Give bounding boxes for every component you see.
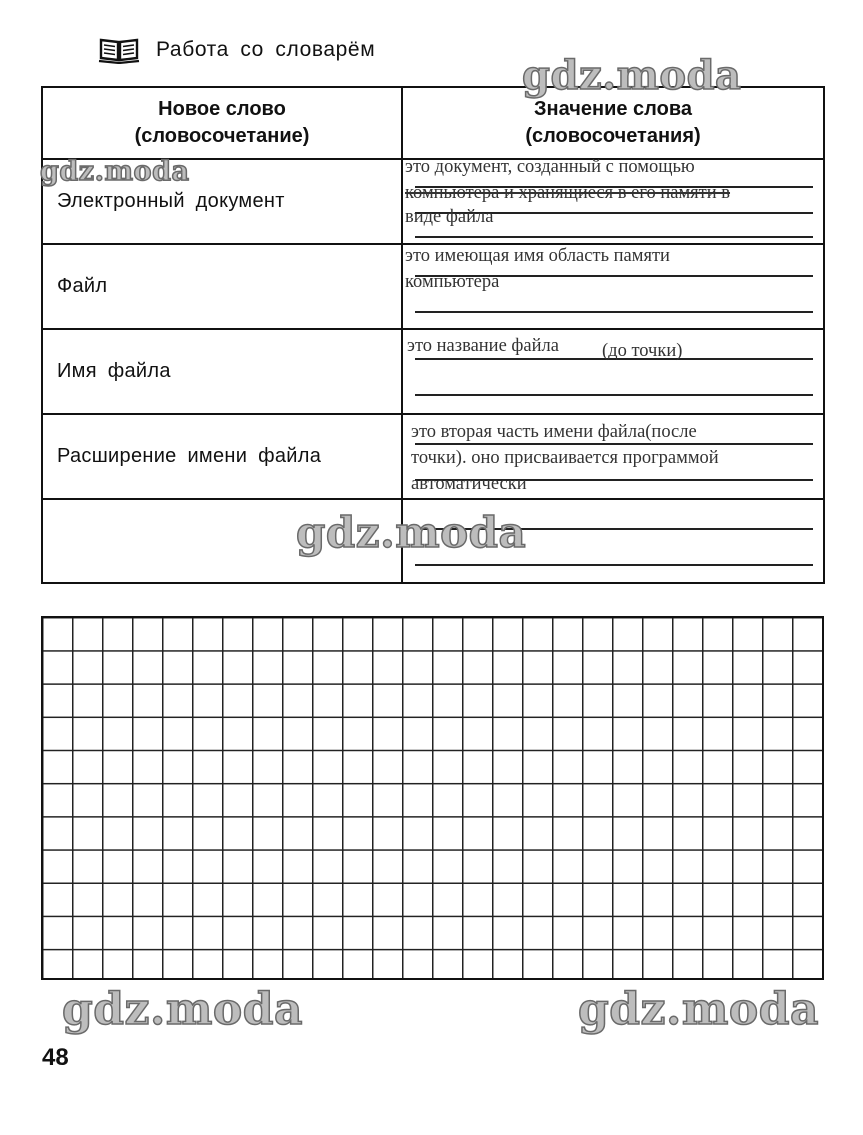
- watermark: gdz.moda: [296, 508, 527, 557]
- definition-line: автоматически: [411, 474, 527, 494]
- header-new-word: [43, 88, 401, 158]
- definition-line: это имеющая имя область памяти: [405, 246, 670, 266]
- section-header: [98, 30, 375, 70]
- definition-line: это документ, созданный с помощью: [405, 157, 695, 177]
- definition-line: компьютера и хранящиеся в его памяти в: [405, 183, 731, 203]
- header-meaning-line2: (словосочетания): [525, 125, 701, 147]
- page-number: 48: [42, 1044, 69, 1071]
- definition-line: точки). оно присваивается программой: [411, 448, 719, 468]
- header-new-word-line1: Новое слово: [158, 98, 286, 120]
- answer-line: [415, 394, 813, 396]
- header-new-word-line2: (словосочетание): [134, 125, 310, 147]
- watermark: gdz.moda: [578, 984, 820, 1035]
- table-row: [43, 330, 823, 415]
- watermark: gdz.moda: [40, 156, 190, 187]
- definition-line: это название файла: [407, 336, 559, 356]
- term-cell: Файл: [57, 275, 108, 297]
- open-book-icon: [98, 36, 140, 64]
- answer-line: [415, 311, 813, 313]
- answer-line: [415, 236, 813, 238]
- section-title: Работа со словарём: [156, 38, 376, 61]
- definition-line: компьютера: [405, 272, 500, 292]
- watermark: gdz.moda: [522, 52, 742, 99]
- watermark: gdz.moda: [62, 984, 304, 1035]
- header-meaning-line1: Значение слова: [534, 98, 692, 120]
- term-cell: Расширение имени файла: [57, 445, 322, 467]
- squared-grid: [41, 616, 824, 980]
- definition-line: (до точки): [602, 341, 683, 361]
- term-cell: Электронный документ: [57, 190, 285, 212]
- table-row: [43, 245, 823, 330]
- definition-line: виде файла: [405, 207, 494, 227]
- definition-line: это вторая часть имени файла(после: [411, 422, 697, 442]
- table-row: [43, 415, 823, 500]
- term-cell: Имя файла: [57, 360, 171, 382]
